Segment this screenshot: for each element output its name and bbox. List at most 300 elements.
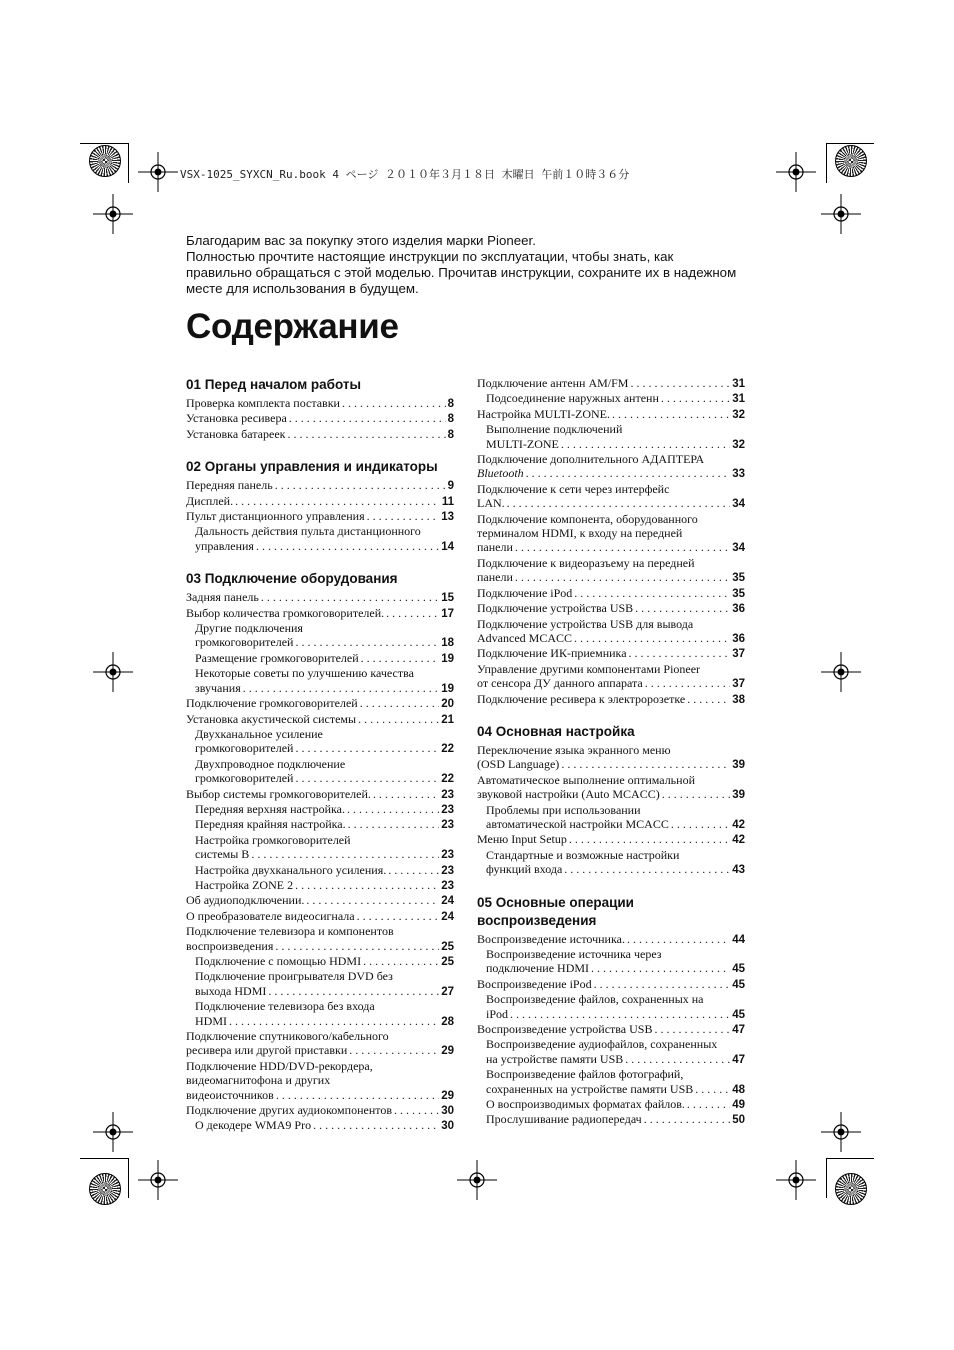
toc-entry-page: 49 [732,1099,745,1112]
toc-entry [477,601,745,616]
toc-entry-page: 45 [732,978,745,991]
toc-entry-title: системы B [195,847,250,862]
toc-entry-title: звучания [195,680,241,695]
page-title: Содержание [186,307,399,346]
toc-entry-page: 11 [441,495,454,508]
dot-leader [687,692,730,706]
toc-entry [477,466,745,481]
toc-entry [186,606,454,621]
toc-entry [477,482,745,496]
toc-entry [477,512,745,526]
toc-entry-page: 15 [441,592,454,605]
toc-entry-page: 22 [441,743,454,756]
toc-entry-title: Выполнение подключений [486,422,623,437]
toc-entry [477,646,745,661]
toc-entry-title: Подключение к сети через интерфейс [477,481,670,496]
toc-entry-title: MULTI-ZONE [486,436,559,451]
dot-leader [574,631,730,645]
toc-entry-page: 39 [732,759,745,772]
toc-entry-page: 35 [732,587,745,600]
toc-entry-page: 25 [441,940,454,953]
toc-entry-title: Передняя панель [186,478,273,493]
toc-entry [186,524,454,538]
toc-entry-title: Подключение с помощью HDMI [195,954,362,968]
dot-leader [569,832,730,846]
registration-mark-icon [93,194,133,234]
section-heading-line: 05 Основные операции [477,894,634,910]
dot-leader [256,539,439,553]
toc-entry [477,376,745,391]
registration-mark-icon [138,152,178,192]
dot-leader [507,496,731,510]
toc-entry-title: Об аудиоподключении. [186,893,305,908]
toc-entry-page: 47 [732,1053,745,1066]
toc-entry-title: воспроизведения [186,938,274,953]
toc-entry [477,817,745,832]
dot-leader [564,862,730,876]
toc-entry-page: 39 [732,789,745,802]
toc-entry-title: Настройка двухканального усиления. [195,862,387,877]
toc-entry [186,621,454,635]
toc-entry-title: Воспроизведение источника через [486,947,662,961]
toc-entry-page: 42 [732,818,745,831]
toc-entry-title: громкоговорителей [195,741,294,756]
toc-entry [186,954,454,969]
dot-leader [373,787,439,801]
toc-entry-title: Воспроизведение iPod [477,976,592,991]
toc-entry [186,817,454,832]
toc-entry [477,1067,745,1081]
toc-entry-page: 45 [732,963,745,976]
crop-line [826,1158,827,1198]
toc-entry-page: 45 [732,1008,745,1021]
dot-leader [347,802,439,816]
dot-leader [625,1052,730,1066]
dot-leader [630,376,730,390]
toc-entry-page: 50 [732,1114,745,1127]
toc-entry-page: 19 [441,682,454,695]
registration-mark-icon [93,652,133,692]
toc-entry [477,570,745,585]
toc-entry-page: 22 [441,773,454,786]
toc-entry-page: 29 [441,1045,454,1058]
toc-entry [477,617,745,631]
intro-line: правильно обращаться с этой моделью. Прочитав инструкции, сохраните их в надежном [186,265,737,280]
dot-leader [357,909,440,923]
toc-entry-page: 48 [732,1083,745,1096]
toc-entry [477,1007,745,1022]
toc-entry-page: 34 [732,498,745,511]
toc-entry-title: Advanced MCACC [477,630,572,645]
dot-leader [515,540,730,554]
dot-leader [276,1088,439,1102]
toc-entry [477,1082,745,1097]
toc-entry [186,494,454,509]
toc-entry [477,862,745,877]
toc-entry-page: 37 [732,678,745,691]
intro-line: месте для использования в будущем. [186,281,419,296]
toc-entry [186,590,454,605]
crop-line [128,1158,129,1198]
toc-entry-title: Подключение компонента, оборудованного [477,511,698,526]
dot-leader [561,437,730,451]
toc-entry [186,539,454,554]
toc-entry-title: Настройка громкоговорителей [195,832,351,847]
toc-entry [186,651,454,666]
color-target-icon [835,145,867,177]
dot-leader [295,741,439,755]
toc-entry-title: Установка ресивера [186,411,287,426]
dot-leader [229,1014,439,1028]
dot-leader [594,977,731,991]
crop-line [826,143,827,183]
toc-entry-title: Bluetooth [477,466,524,481]
toc-entry-title: управления [195,538,254,553]
toc-entry-title: Воспроизведение устройства USB [477,1022,653,1037]
registration-mark-icon [93,1112,133,1152]
dot-leader [661,391,730,405]
section-heading: 02 Органы управления и индикаторы [186,459,438,475]
toc-entry-title: iPod [486,1006,509,1021]
toc-entry-page: 19 [441,652,454,665]
toc-entry [477,662,745,676]
registration-mark-icon [821,652,861,692]
toc-entry [477,676,745,691]
toc-entry [186,1103,454,1118]
color-target-icon [89,1173,121,1205]
toc-entry [477,992,745,1006]
toc-entry-page: 21 [441,713,454,726]
toc-entry-title: Подключение ресивера к электророзетке [477,691,686,706]
toc-entry-page: 28 [441,1015,454,1028]
dot-leader [662,787,731,801]
toc-entry-title: Воспроизведение файлов, сохраненных на [486,992,704,1007]
toc-list [477,932,745,1128]
dot-leader [561,757,730,771]
toc-entry-title: Передняя крайняя настройка. [195,817,346,832]
toc-entry-title: на устройстве памяти USB [486,1051,624,1066]
toc-entry [477,932,745,947]
registration-mark-icon [138,1160,178,1200]
toc-entry [477,407,745,422]
toc-entry-title: Другие подключения [195,621,303,636]
toc-entry-page: 30 [441,1105,454,1118]
toc-entry-page: 25 [441,956,454,968]
toc-entry [477,1037,745,1051]
toc-entry [477,586,745,601]
toc-entry-title: Пульт дистанционного управления [186,509,365,524]
toc-entry-title: LAN. [477,496,505,511]
toc-left-column [186,376,454,1134]
section-heading [477,894,745,930]
toc-entry-page: 23 [441,788,454,801]
toc-entry-page: 9 [447,480,454,493]
dot-leader [268,984,439,998]
toc-entry-page: 23 [441,803,454,816]
toc-entry-title: Меню Input Setup [477,832,567,847]
crop-line [826,1158,874,1159]
dot-leader [574,586,730,600]
toc-entry-title: Автоматическое выполнение оптимальной [477,772,695,787]
dot-leader [654,1022,730,1036]
toc-entry-title: Стандартные и возможные настройки [486,847,680,862]
toc-entry-title: Подключение к видеоразъему на передней [477,555,695,570]
toc-entry-title: Размещение громкоговорителей [195,650,359,665]
toc-entry-page: 17 [441,607,454,620]
toc-entry [186,666,454,680]
toc-entry [477,977,745,992]
toc-entry [186,878,454,893]
color-target-icon [89,145,121,177]
toc-entry-page: 36 [732,603,745,616]
toc-entry-title: Подключение других аудиокомпонентов [186,1103,392,1118]
toc-entry [477,692,745,707]
dot-leader [275,939,439,953]
dot-leader [361,651,440,665]
dot-leader [645,676,730,690]
toc-entry-page: 42 [732,834,745,847]
toc-entry [186,771,454,786]
toc-entry-title: Задняя панель [186,590,259,605]
intro-line: Благодарим вас за покупку этого изделия марки Pioneer. [186,233,536,248]
toc-entry-title: функций входа [486,862,563,877]
toc-entry-page: 37 [732,648,745,661]
dot-leader [313,1118,439,1132]
toc-entry-title: Подключение iPod [477,585,573,600]
dot-leader [358,712,439,726]
toc-entry [477,556,745,570]
toc-entry [477,437,745,452]
toc-entry-page: 14 [441,540,454,553]
toc-entry [186,999,454,1013]
toc-entry-page: 8 [447,413,454,426]
toc-entry [477,961,745,976]
toc-entry-title: Подключение HDD/DVD-рекордера, [186,1058,373,1073]
dot-leader [349,1043,439,1057]
toc-entry [186,478,454,493]
toc-entry-page: 13 [441,511,454,524]
toc-entry-title: Воспроизведение файлов фотографий, [486,1067,684,1082]
toc-list [477,376,745,707]
toc-entry-page: 30 [441,1120,454,1133]
dot-leader [635,601,730,615]
toc-entry-title: Проблемы при использовании [486,802,641,817]
toc-entry [186,1088,454,1103]
toc-entry-title: Подключение дополнительного АДАПТЕРА [477,452,705,467]
toc-entry-title: Настройка MULTI-ZONE. [477,406,610,421]
toc-entry-title: сохраненных на устройстве памяти USB [486,1081,694,1096]
toc-entry-title: Дальность действия пульта дистанционного [195,524,421,539]
toc-entry-page: 36 [732,632,745,645]
toc-entry [186,939,454,954]
dot-leader [687,1097,730,1111]
toc-entry-page: 47 [732,1024,745,1037]
toc-entry-page: 33 [732,468,745,481]
dot-leader [388,863,439,877]
crop-line [80,143,128,144]
toc-list [186,478,454,554]
toc-entry-title: Подключение спутникового/кабельного [186,1029,389,1044]
toc-entry-title: Подключение ИК-приемника [477,646,627,661]
toc-entry [186,427,454,442]
intro-text [186,233,766,297]
toc-entry-page: 18 [441,637,454,650]
section-heading: 01 Перед началом работы [186,377,362,392]
toc-entry-title: Подключение устройства USB для вывода [477,616,694,631]
toc-list [477,743,745,878]
toc-entry-page: 38 [732,693,745,706]
toc-entry [186,802,454,817]
toc-entry [186,984,454,999]
dot-leader [295,635,439,649]
toc-entry [477,1052,745,1067]
toc-entry-page: 43 [732,864,745,877]
toc-entry-title: Подключение проигрывателя DVD без [195,969,393,984]
toc-entry-title: от сенсора ДУ данного аппарата [477,676,643,691]
toc-entry-title: панели [477,570,513,585]
toc-entry-title: Выбор системы громкоговорителей. [186,786,371,801]
toc-entry [186,833,454,847]
toc-entry-page: 35 [732,572,745,585]
dot-leader [306,893,439,907]
toc-entry [477,391,745,406]
toc-entry [477,452,745,466]
dot-leader [526,466,731,480]
toc-entry [477,787,745,802]
toc-entry-title: громкоговорителей [195,635,294,650]
toc-entry-title: видеомагнитофона и других [186,1073,331,1088]
toc-entry-title: Проверка комплекта поставки [186,396,340,410]
crop-line [826,143,874,144]
section-heading: 04 Основная настройка [477,723,635,739]
toc-entry-title: ресивера или другой приставки [186,1043,348,1058]
toc-entry [477,757,745,772]
toc-entry-page: 23 [441,819,454,832]
toc-entry [477,496,745,511]
toc-entry-title: Двухпроводное подключение [195,756,346,771]
toc-entry [186,1073,454,1087]
dot-leader [295,878,439,892]
color-target-icon [835,1173,867,1205]
intro-line: Полностью прочтите настоящие инструкции по эксплуатации, чтобы знать, как [186,249,674,264]
toc-entry-title: Прослушивание радиопередач [486,1112,642,1127]
toc-entry-title: Двухканальное усиление [195,726,323,741]
toc-entry [186,681,454,696]
toc-entry [186,893,454,908]
toc-entry-page: 32 [732,438,745,451]
toc-entry-title: выхода HDMI [195,983,267,998]
toc-entry [477,803,745,817]
toc-entry [186,1014,454,1029]
toc-entry-title: панели [477,540,513,555]
toc-entry-title: HDMI [195,1013,227,1028]
toc-entry [186,712,454,727]
toc-entry-title: Выбор количества громкоговорителей. [186,605,385,620]
toc-entry-page: 8 [447,398,454,410]
crop-line [128,143,129,183]
dot-leader [287,427,445,441]
toc-entry [186,1029,454,1043]
print-header: VSX-1025_SYXCN_Ru.book 4 ページ ２０１０年３月１８日 木曜日 午前１０時３６分 [180,168,630,181]
registration-mark-icon [457,1160,497,1200]
registration-mark-icon [776,152,816,192]
toc-entry [477,1022,745,1037]
toc-entry [186,1118,454,1133]
toc-entry [477,832,745,847]
toc-entry-title: громкоговорителей [195,771,294,786]
registration-mark-icon [776,1160,816,1200]
toc-entry [477,540,745,555]
toc-entry-title: Переключение языка экранного меню [477,742,671,757]
toc-entry-title: (OSD Language) [477,757,560,772]
toc-entry [186,509,454,524]
toc-entry [186,696,454,711]
dot-leader [644,1112,731,1126]
toc-entry [477,631,745,646]
toc-entry-title: терминалом HDMI, к входу на передней [477,526,683,541]
toc-entry-page: 8 [447,428,454,441]
dot-leader [275,478,446,492]
dot-leader [515,570,730,584]
toc-entry [477,743,745,757]
toc-entry [477,848,745,862]
toc-entry-title: Подключение антенн AM/FM [477,376,629,390]
dot-leader [671,817,730,831]
toc-entry-title: Подсоединение наружных антенн [486,391,659,406]
toc-entry-page: 31 [732,393,745,406]
toc-entry-title: Управление другими компонентами Pioneer [477,661,701,676]
dot-leader [363,954,439,968]
toc-entry [186,635,454,650]
toc-entry-page: 32 [732,408,745,421]
crop-line [80,1158,128,1159]
dot-leader [627,932,730,946]
toc-entry-page: 20 [441,698,454,711]
toc-entry-title: Настройка ZONE 2 [195,877,294,892]
toc-entry [186,909,454,924]
toc-entry-page: 29 [441,1089,454,1102]
toc-entry-page: 23 [441,879,454,892]
toc-entry [186,863,454,878]
toc-list [186,590,454,1134]
dot-leader [348,817,440,831]
toc-entry [477,1112,745,1127]
toc-entry [477,526,745,540]
section-heading-line: воспроизведения [477,912,597,928]
toc-entry-title: Установка акустической системы [186,711,357,726]
dot-leader [235,494,440,508]
registration-mark-icon [821,194,861,234]
toc-entry-title: О декодере WMA9 Pro [195,1118,312,1133]
toc-entry-page: 31 [732,378,745,390]
toc-entry-page: 23 [441,849,454,862]
toc-entry [186,411,454,426]
toc-entry-title: О преобразователе видеосигнала [186,908,355,923]
dot-leader [695,1082,730,1096]
toc-entry-title: Некоторые советы по улучшению качества [195,666,414,681]
toc-entry-title: Дисплей. [186,493,234,508]
toc-entry [186,969,454,983]
toc-entry-page: 44 [732,933,745,946]
toc-entry [186,787,454,802]
toc-list [186,396,454,442]
toc-entry [186,757,454,771]
toc-entry-page: 24 [441,895,454,908]
toc-entry-page: 34 [732,542,745,555]
dot-leader [394,1103,439,1117]
section-heading: 03 Подключение оборудования [186,571,398,587]
dot-leader [261,590,439,604]
